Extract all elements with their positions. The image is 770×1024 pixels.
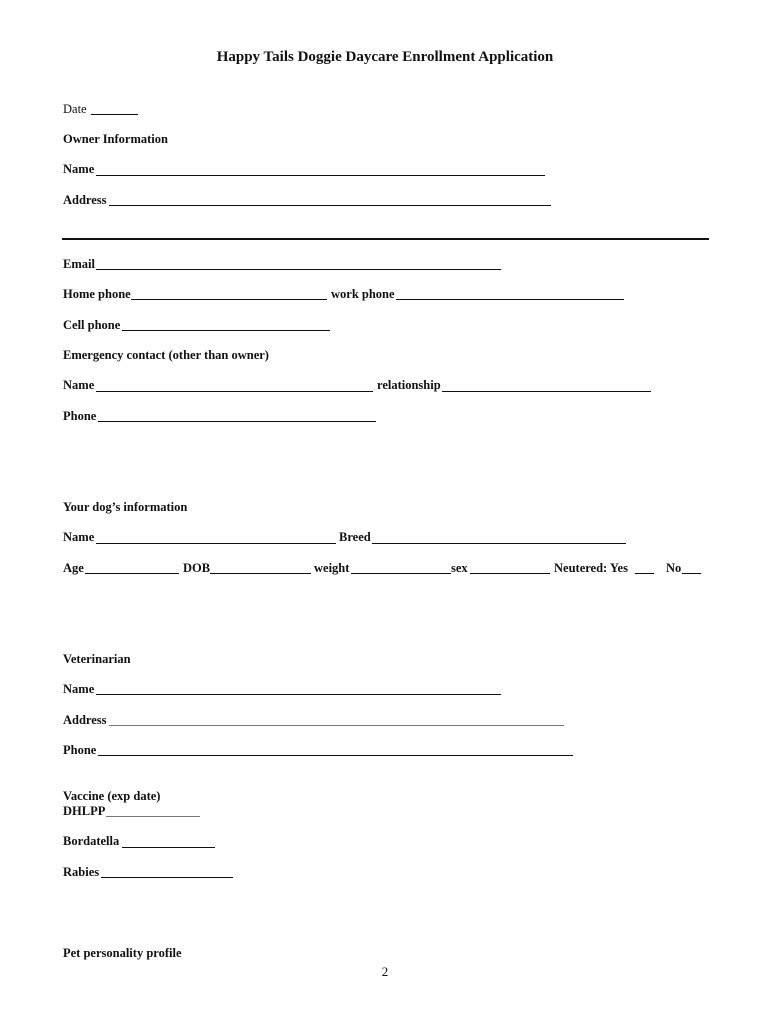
section-divider xyxy=(62,238,709,240)
dog-name-field[interactable] xyxy=(96,543,336,544)
emergency-phone-field[interactable] xyxy=(98,421,376,422)
neutered-label: Neutered: Yes xyxy=(554,561,628,575)
page-number: 2 xyxy=(381,964,389,979)
vet-phone-field[interactable] xyxy=(98,755,573,756)
relationship-label: relationship xyxy=(377,378,441,392)
vaccine-heading: Vaccine (exp date) xyxy=(63,789,161,803)
breed-label: Breed xyxy=(339,530,371,544)
vet-name-field[interactable] xyxy=(96,694,501,695)
bordatella-label: Bordatella xyxy=(63,834,120,848)
bordatella-field[interactable] xyxy=(122,847,215,848)
emergency-name-field[interactable] xyxy=(96,391,373,392)
sex-field[interactable] xyxy=(470,573,550,574)
date-field[interactable] xyxy=(91,114,138,115)
vet-address-label: Address xyxy=(63,713,107,727)
work-phone-field[interactable] xyxy=(396,299,624,300)
rabies-field[interactable] xyxy=(101,877,233,878)
emergency-name-label: Name xyxy=(63,378,95,392)
breed-field[interactable] xyxy=(372,543,626,544)
emergency-phone-label: Phone xyxy=(63,409,97,423)
age-label: Age xyxy=(63,561,84,575)
work-phone-label: work phone xyxy=(331,287,395,301)
vet-phone-label: Phone xyxy=(63,743,97,757)
weight-label: weight xyxy=(314,561,350,575)
cell-phone-label: Cell phone xyxy=(63,318,121,332)
home-phone-label: Home phone xyxy=(63,287,131,301)
relationship-field[interactable] xyxy=(442,391,651,392)
owner-address-label: Address xyxy=(63,193,107,207)
dog-name-label: Name xyxy=(63,530,95,544)
dog-info-heading: Your dog’s information xyxy=(63,500,188,514)
date-label: Date xyxy=(63,102,87,116)
home-phone-field[interactable] xyxy=(131,299,327,300)
pet-personality-heading: Pet personality profile xyxy=(63,946,182,960)
vet-address-field[interactable] xyxy=(109,725,564,726)
vet-name-label: Name xyxy=(63,682,95,696)
owner-email-field[interactable] xyxy=(96,269,501,270)
neutered-no-label: No xyxy=(666,561,682,575)
rabies-label: Rabies xyxy=(63,865,100,879)
owner-name-field[interactable] xyxy=(96,175,545,176)
form-title: Happy Tails Doggie Daycare Enrollment Application xyxy=(216,49,554,65)
owner-address-field[interactable] xyxy=(109,205,551,206)
dob-field[interactable] xyxy=(210,573,311,574)
neutered-yes-field[interactable] xyxy=(635,573,654,574)
dhlpp-field[interactable] xyxy=(106,816,200,817)
weight-field[interactable] xyxy=(351,573,451,574)
owner-name-label: Name xyxy=(63,162,95,176)
neutered-no-field[interactable] xyxy=(682,573,701,574)
owner-info-heading: Owner Information xyxy=(63,132,168,146)
dob-label: DOB xyxy=(183,561,211,575)
cell-phone-field[interactable] xyxy=(122,330,330,331)
age-field[interactable] xyxy=(85,573,179,574)
sex-label: sex xyxy=(451,561,468,575)
emergency-contact-heading: Emergency contact (other than owner) xyxy=(63,348,269,362)
owner-email-label: Email xyxy=(63,257,95,271)
veterinarian-heading: Veterinarian xyxy=(63,652,131,666)
dhlpp-label: DHLPP xyxy=(63,804,106,818)
